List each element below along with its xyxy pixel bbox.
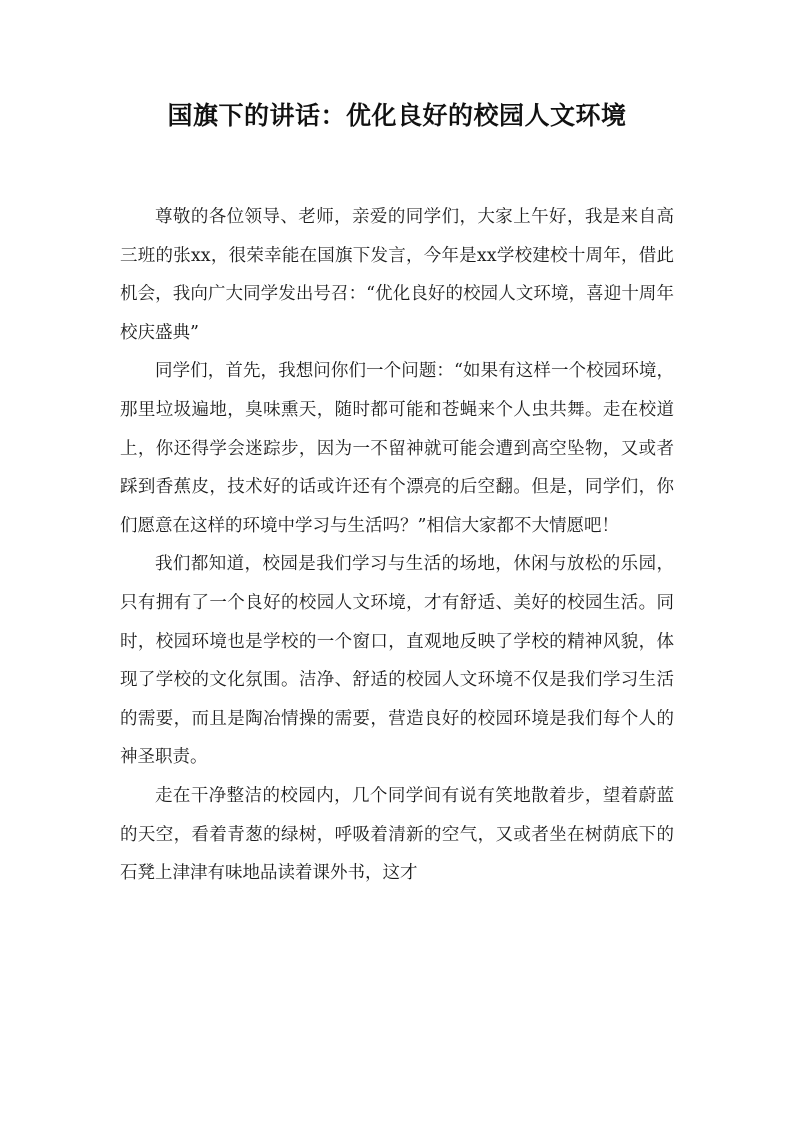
document-title: 国旗下的讲话：优化良好的校园人文环境 <box>167 101 627 130</box>
document-body <box>120 198 674 893</box>
paragraph-3: 我们都知道，校园是我们学习与生活的场地，休闲与放松的乐园，只有拥有了一个良好的校园人文环境，才有舒适、美好的校园生活。同时，校园环境也是学校的一个窗口，直观地反映了学校的精神风貌，体现了学校的文化氛围。洁净、舒适的校园人文环境不仅是我们学习生活的需要，而且是陶冶情操的需要，营造良好的校园环境是我们每个人的神圣职责。 <box>120 554 674 768</box>
paragraph-4: 走在干净整洁的校园内，几个同学间有说有笑地散着步，望着蔚蓝的天空，看着青葱的绿树，呼吸着清新的空气，又或者坐在树荫底下的石凳上津津有味地品读着课外书，这才 <box>120 785 674 884</box>
paragraph-2: 同学们，首先，我想问你们一个问题：“如果有这样一个校园环境，那里垃圾遍地，臭味熏天，随时都可能和苍蝇来个人虫共舞。走在校道上，你还得学会迷踪步，因为一不留神就可能会遭到高空坠物，又或者踩到香蕉皮，技术好的话或许还有个漂亮的后空翻。但是，同学们，你们愿意在这样的环境中学习与生活吗？”相信大家都不大情愿吧！ <box>120 361 674 536</box>
paragraph-1: 尊敬的各位领导、老师，亲爱的同学们，大家上午好，我是来自高三班的张xx，很荣幸能在国旗下发言，今年是xx学校建校十周年，借此机会，我向广大同学发出号召：“优化良好的校园人文环境，喜迎十周年校庆盛典” <box>120 207 674 343</box>
